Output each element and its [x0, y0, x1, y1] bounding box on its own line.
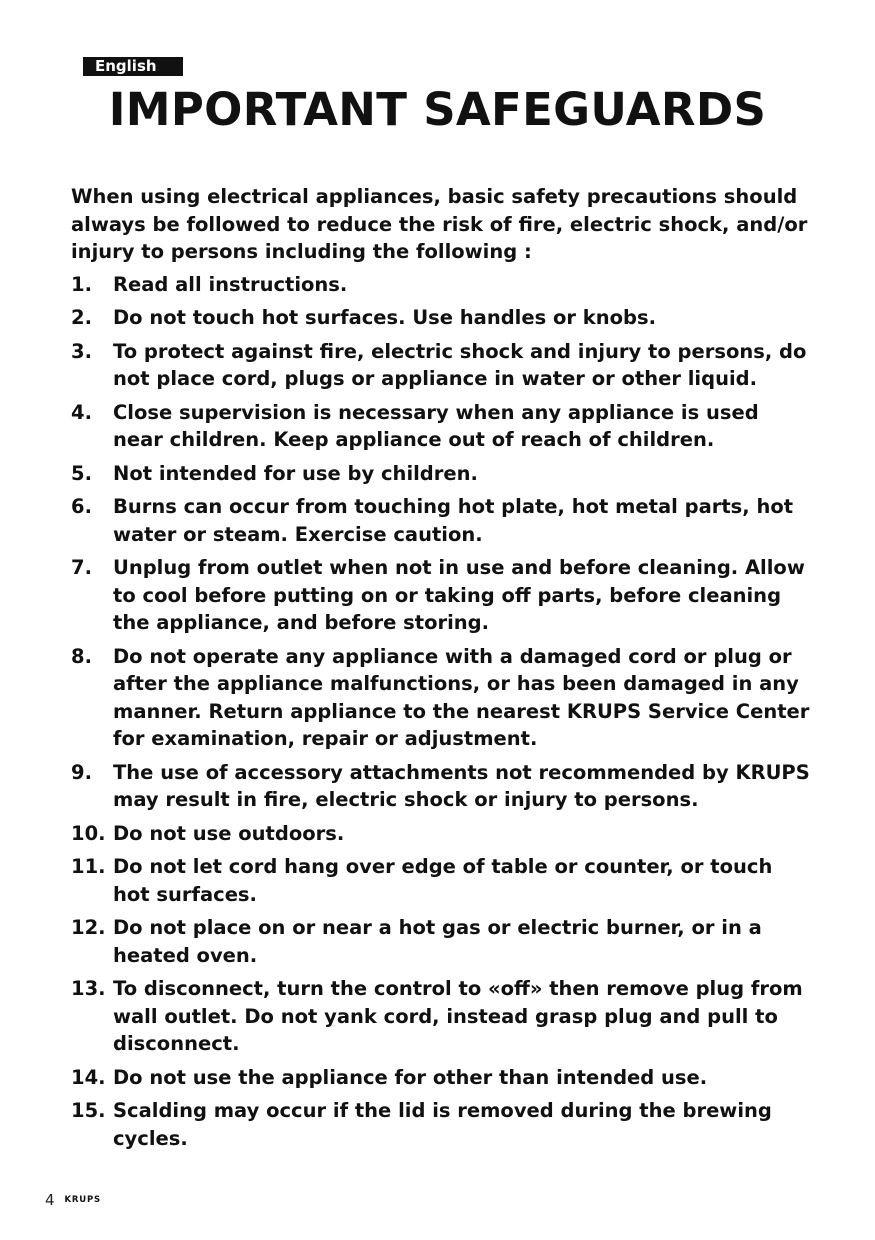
item-text: Close supervision is necessary when any appliance is used near children. Keep appliance out of reach of children. — [113, 400, 759, 451]
language-tab: English — [83, 57, 183, 76]
item-number: 15. — [71, 1099, 106, 1122]
page-number: 4 — [45, 1191, 55, 1209]
item-number: 8. — [71, 644, 92, 668]
item-text: Burns can occur from touching hot plate, hot metal parts, hot water or steam. Exercise caution. — [113, 495, 794, 546]
item-text: Do not operate any appliance with a damaged cord or plug or after the appliance malfunctions, or has been damaged in any manner. Return appliance to the nearest KRUPS Service Center for examination, repair or adjustment. — [113, 644, 810, 750]
item-number: 3. — [71, 339, 92, 363]
safeguards-list — [71, 271, 811, 1153]
page-footer — [45, 1190, 101, 1210]
item-number: 12. — [71, 916, 106, 939]
item-number: 4. — [71, 400, 92, 424]
item-text: To protect against fire, electric shock and injury to persons, do not place cord, plugs or appliance in water or other liquid. — [113, 339, 807, 390]
list-item — [71, 460, 811, 488]
list-item — [71, 820, 811, 848]
item-text: Do not let cord hang over edge of table or counter, or touch hot surfaces. — [113, 855, 773, 906]
brand-logo: KRUPS — [64, 1195, 101, 1205]
list-item — [71, 759, 811, 814]
item-text: Do not use outdoors. — [113, 821, 345, 845]
item-number: 11. — [71, 855, 106, 878]
item-text: Read all instructions. — [113, 272, 348, 296]
list-item — [71, 399, 811, 454]
item-text: Not intended for use by children. — [113, 461, 478, 485]
list-item — [71, 914, 811, 969]
item-number: 14. — [71, 1065, 106, 1089]
item-text: Do not use the appliance for other than intended use. — [113, 1065, 708, 1089]
list-item — [71, 554, 811, 637]
list-item — [71, 643, 811, 753]
item-text: Do not touch hot surfaces. Use handles or knobs. — [113, 306, 656, 329]
item-number: 10. — [71, 821, 106, 845]
list-item — [71, 338, 811, 393]
item-number: 9. — [71, 760, 92, 784]
item-number: 6. — [71, 495, 92, 518]
list-item — [71, 304, 811, 332]
list-item — [71, 493, 811, 548]
intro-paragraph: When using electrical appliances, basic safety precautions should always be followed to reduce the risk of fire, electric shock, and/or injury to persons including the following : — [71, 185, 808, 263]
item-number: 1. — [71, 272, 92, 296]
safeguards-content — [71, 183, 811, 1158]
list-item — [71, 975, 811, 1058]
page-title: IMPORTANT SAFEGUARDS — [108, 83, 767, 136]
item-text: Do not place on or near a hot gas or electric burner, or in a heated oven. — [113, 916, 762, 967]
item-number: 2. — [71, 306, 92, 329]
list-item — [71, 1097, 811, 1152]
item-text: Scalding may occur if the lid is removed during the brewing cycles. — [113, 1099, 772, 1150]
item-number: 7. — [71, 556, 92, 579]
item-number: 13. — [71, 977, 106, 1000]
item-text: Unplug from outlet when not in use and before cleaning. Allow to cool before putting on or taking off parts, before cleaning the appliance, and before storing. — [113, 556, 805, 634]
item-text: The use of accessory attachments not recommended by KRUPS may result in fire, electric shock or injury to persons. — [113, 760, 810, 811]
list-item — [71, 271, 811, 299]
item-text: To disconnect, turn the control to «off» then remove plug from wall outlet. Do not yank cord, instead grasp plug and pull to disconnect. — [113, 977, 803, 1055]
item-number: 5. — [71, 461, 92, 485]
list-item — [71, 853, 811, 908]
list-item — [71, 1064, 811, 1092]
